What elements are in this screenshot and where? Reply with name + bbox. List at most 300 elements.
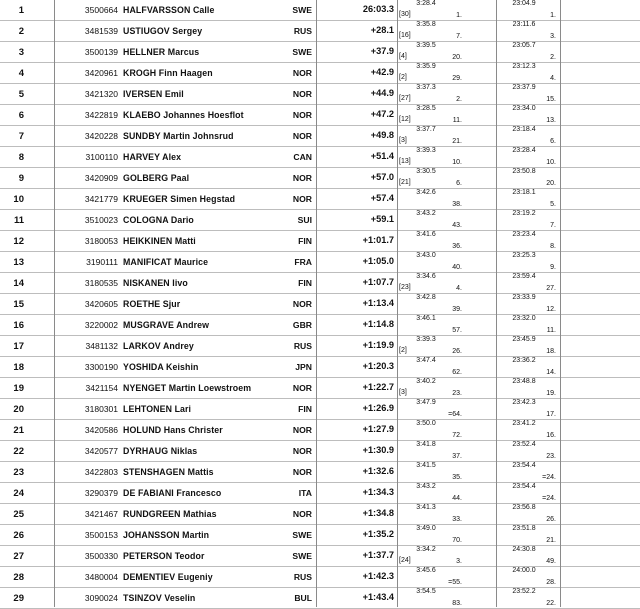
split2-time: 23:11.6 (512, 21, 536, 28)
time-cell: +1:35.2 (362, 529, 394, 539)
split2-time: 23:33.9 (512, 294, 536, 301)
table-row (0, 84, 640, 105)
split1-time: 3:41.3 (416, 504, 436, 511)
time-cell: +1:01.7 (362, 235, 394, 245)
time-cell: +1:05.0 (362, 256, 394, 266)
split2-time: 24:30.8 (512, 546, 536, 553)
column-divider (560, 0, 561, 607)
split2-rank: 22. (546, 600, 556, 607)
split1-rank: 2. (456, 96, 462, 103)
split1-rank: 37. (452, 453, 462, 460)
athlete-name-cell: KRUEGER Simen Hegstad (123, 194, 236, 204)
athlete-name-cell: HELLNER Marcus (123, 47, 200, 57)
split1-rank: 83. (452, 600, 462, 607)
nation-cell: CAN (293, 152, 312, 162)
split1-time: 3:41.5 (416, 462, 436, 469)
rank-cell: 5 (18, 89, 24, 100)
column-divider (54, 0, 55, 607)
table-row (0, 210, 640, 231)
bonus-bracket: [4] (399, 53, 407, 60)
split2-rank: 28. (546, 579, 556, 586)
rank-cell: 1 (18, 5, 24, 16)
split2-time: 23:54.4 (512, 462, 536, 469)
time-cell: +37.9 (370, 46, 394, 56)
split2-rank: 6. (550, 138, 556, 145)
time-cell: +1:13.4 (362, 298, 394, 308)
split1-time: 3:50.0 (416, 420, 436, 427)
split2-time: 23:05.7 (512, 42, 536, 49)
column-divider (496, 0, 497, 607)
split2-time: 23:48.8 (512, 378, 536, 385)
split1-rank: =55. (448, 579, 462, 586)
time-cell: +42.9 (370, 67, 394, 77)
split2-rank: 7. (550, 222, 556, 229)
table-row (0, 378, 640, 399)
split1-time: 3:41.6 (416, 231, 436, 238)
table-row (0, 441, 640, 462)
table-row (0, 189, 640, 210)
split1-time: 3:39.3 (416, 147, 436, 154)
time-cell: +1:34.3 (362, 487, 394, 497)
split1-rank: 23. (452, 390, 462, 397)
bonus-bracket: [3] (399, 389, 407, 396)
nation-cell: FRA (294, 257, 312, 267)
table-row (0, 21, 640, 42)
split2-rank: =24. (542, 474, 556, 481)
rank-cell: 15 (13, 299, 24, 310)
split1-time: 3:42.6 (416, 189, 436, 196)
rank-cell: 26 (13, 530, 24, 541)
split1-time: 3:41.8 (416, 441, 436, 448)
table-row (0, 231, 640, 252)
split2-rank: 4. (550, 75, 556, 82)
table-row (0, 504, 640, 525)
split2-time: 23:52.4 (512, 441, 536, 448)
bonus-bracket: [23] (399, 284, 411, 291)
bib-cell: 3420577 (84, 446, 118, 456)
table-row (0, 420, 640, 441)
split2-time: 23:28.4 (512, 147, 536, 154)
nation-cell: FIN (298, 404, 312, 414)
split2-rank: =24. (542, 495, 556, 502)
bonus-bracket: [2] (399, 74, 407, 81)
nation-cell: RUS (293, 341, 312, 351)
nation-cell: GBR (292, 320, 312, 330)
split2-time: 23:45.9 (512, 336, 536, 343)
split1-rank: 4. (456, 285, 462, 292)
split2-time: 23:18.4 (512, 126, 536, 133)
athlete-name-cell: ROETHE Sjur (123, 299, 181, 309)
nation-cell: NOR (292, 425, 312, 435)
rank-cell: 10 (13, 194, 24, 205)
time-cell: +1:43.4 (362, 592, 394, 602)
split1-time: 3:43.0 (416, 252, 436, 259)
bonus-bracket: [3] (399, 137, 407, 144)
bib-cell: 3422819 (84, 110, 118, 120)
split2-time: 23:52.2 (512, 588, 536, 595)
split1-rank: 1. (456, 12, 462, 19)
athlete-name-cell: DYRHAUG Niklas (123, 446, 198, 456)
athlete-name-cell: MANIFICAT Maurice (123, 257, 209, 267)
split2-rank: 11. (546, 327, 556, 334)
rank-cell: 27 (13, 551, 24, 562)
rank-cell: 2 (18, 26, 24, 37)
nation-cell: SUI (297, 215, 312, 225)
nation-cell: NOR (292, 299, 312, 309)
split2-rank: 16. (546, 432, 556, 439)
athlete-name-cell: COLOGNA Dario (123, 215, 194, 225)
split2-rank: 3. (550, 33, 556, 40)
split2-time: 23:41.2 (512, 420, 536, 427)
split1-time: 3:35.9 (416, 63, 436, 70)
rank-cell: 21 (13, 425, 24, 436)
rank-cell: 23 (13, 467, 24, 478)
table-row (0, 525, 640, 546)
athlete-name-cell: STENSHAGEN Mattis (123, 467, 214, 477)
bib-cell: 3220002 (84, 320, 118, 330)
rank-cell: 14 (13, 278, 24, 289)
bonus-bracket: [27] (399, 95, 411, 102)
bib-cell: 3500330 (84, 551, 118, 561)
time-cell: +1:27.9 (362, 424, 394, 434)
time-cell: +1:19.9 (362, 340, 394, 350)
split2-time: 23:56.8 (512, 504, 536, 511)
athlete-name-cell: HALFVARSSON Calle (123, 5, 215, 15)
time-cell: +57.4 (370, 193, 394, 203)
athlete-name-cell: LEHTONEN Lari (123, 404, 192, 414)
table-row (0, 483, 640, 504)
split2-time: 24:00.0 (512, 567, 536, 574)
athlete-name-cell: USTIUGOV Sergey (123, 26, 203, 36)
split1-rank: 39. (452, 306, 462, 313)
time-cell: +51.4 (370, 151, 394, 161)
split1-time: 3:30.5 (416, 168, 436, 175)
split1-rank: 7. (456, 33, 462, 40)
split2-rank: 21. (546, 537, 556, 544)
nation-cell: FIN (298, 278, 312, 288)
rank-cell: 7 (18, 131, 24, 142)
split1-time: 3:28.5 (416, 105, 436, 112)
split2-time: 23:18.1 (512, 189, 536, 196)
athlete-name-cell: HOLUND Hans Christer (123, 425, 223, 435)
bib-cell: 3420605 (84, 299, 118, 309)
split2-rank: 23. (546, 453, 556, 460)
split1-rank: 33. (452, 516, 462, 523)
bib-cell: 3180301 (84, 404, 118, 414)
time-cell: 26:03.3 (362, 4, 394, 14)
table-row (0, 336, 640, 357)
athlete-name-cell: PETERSON Teodor (123, 551, 205, 561)
rank-cell: 6 (18, 110, 24, 121)
column-divider (397, 0, 398, 607)
time-cell: +1:07.7 (362, 277, 394, 287)
split1-time: 3:54.5 (416, 588, 436, 595)
nation-cell: NOR (292, 68, 312, 78)
athlete-name-cell: KLAEBO Johannes Hoesflot (123, 110, 244, 120)
bonus-bracket: [13] (399, 158, 411, 165)
bib-cell: 3290379 (84, 488, 118, 498)
split2-rank: 26. (546, 516, 556, 523)
rank-cell: 29 (13, 593, 24, 604)
split2-rank: 9. (550, 264, 556, 271)
split2-time: 23:36.2 (512, 357, 536, 364)
bonus-bracket: [21] (399, 179, 411, 186)
bonus-bracket: [30] (399, 11, 411, 18)
split2-rank: 17. (546, 411, 556, 418)
table-row (0, 126, 640, 147)
nation-cell: NOR (292, 110, 312, 120)
split1-rank: =64. (448, 411, 462, 418)
split2-time: 23:19.2 (512, 210, 536, 217)
split1-rank: 62. (452, 369, 462, 376)
athlete-name-cell: NYENGET Martin Loewstroem (123, 383, 252, 393)
split2-rank: 12. (546, 306, 556, 313)
split2-rank: 27. (546, 285, 556, 292)
table-row (0, 105, 640, 126)
nation-cell: NOR (292, 383, 312, 393)
split2-rank: 18. (546, 348, 556, 355)
nation-cell: NOR (292, 131, 312, 141)
athlete-name-cell: SUNDBY Martin Johnsrud (123, 131, 234, 141)
bib-cell: 3090024 (84, 593, 118, 603)
split1-time: 3:34.6 (416, 273, 436, 280)
rank-cell: 11 (13, 215, 24, 226)
split2-rank: 15. (546, 96, 556, 103)
rank-cell: 19 (13, 383, 24, 394)
nation-cell: SWE (292, 530, 312, 540)
bib-cell: 3180535 (84, 278, 118, 288)
split1-rank: 6. (456, 180, 462, 187)
bib-cell: 3421320 (84, 89, 118, 99)
split1-time: 3:45.6 (416, 567, 436, 574)
split1-rank: 35. (452, 474, 462, 481)
nation-cell: NOR (292, 467, 312, 477)
athlete-name-cell: MUSGRAVE Andrew (123, 320, 210, 330)
split1-time: 3:39.3 (416, 336, 436, 343)
time-cell: +1:42.3 (362, 571, 394, 581)
split2-rank: 8. (550, 243, 556, 250)
split2-rank: 10. (546, 159, 556, 166)
split1-rank: 70. (452, 537, 462, 544)
bib-cell: 3420909 (84, 173, 118, 183)
split1-time: 3:28.4 (416, 0, 436, 7)
bib-cell: 3421467 (84, 509, 118, 519)
split2-rank: 19. (546, 390, 556, 397)
split1-rank: 40. (452, 264, 462, 271)
table-row (0, 294, 640, 315)
time-cell: +1:32.6 (362, 466, 394, 476)
athlete-name-cell: DE FABIANI Francesco (123, 488, 222, 498)
split2-time: 23:25.3 (512, 252, 536, 259)
bonus-bracket: [16] (399, 32, 411, 39)
split1-time: 3:34.2 (416, 546, 436, 553)
nation-cell: SWE (292, 5, 312, 15)
bib-cell: 3480004 (84, 572, 118, 582)
split2-time: 23:42.3 (512, 399, 536, 406)
time-cell: +59.1 (370, 214, 394, 224)
rank-cell: 18 (13, 362, 24, 373)
split1-time: 3:47.9 (416, 399, 436, 406)
time-cell: +28.1 (370, 25, 394, 35)
bib-cell: 3420586 (84, 425, 118, 435)
table-row (0, 357, 640, 378)
bib-cell: 3180053 (84, 236, 118, 246)
table-row (0, 588, 640, 609)
nation-cell: FIN (298, 236, 312, 246)
nation-cell: NOR (292, 194, 312, 204)
split2-time: 23:04.9 (512, 0, 536, 7)
nation-cell: NOR (292, 89, 312, 99)
rank-cell: 9 (18, 173, 24, 184)
split2-time: 23:23.4 (512, 231, 536, 238)
athlete-name-cell: JOHANSSON Martin (123, 530, 210, 540)
rank-cell: 17 (13, 341, 24, 352)
rank-cell: 4 (18, 68, 24, 79)
table-row (0, 399, 640, 420)
split2-rank: 49. (546, 558, 556, 565)
split1-rank: 29. (452, 75, 462, 82)
athlete-name-cell: NISKANEN Iivo (123, 278, 188, 288)
bib-cell: 3420961 (84, 68, 118, 78)
split1-time: 3:40.2 (416, 378, 436, 385)
rank-cell: 20 (13, 404, 24, 415)
rank-cell: 8 (18, 152, 24, 163)
split2-rank: 14. (546, 369, 556, 376)
time-cell: +49.8 (370, 130, 394, 140)
nation-cell: NOR (292, 173, 312, 183)
rank-cell: 16 (13, 320, 24, 331)
nation-cell: SWE (292, 551, 312, 561)
table-row (0, 315, 640, 336)
athlete-name-cell: HARVEY Alex (123, 152, 182, 162)
bib-cell: 3481539 (84, 26, 118, 36)
split1-time: 3:43.2 (416, 483, 436, 490)
split2-rank: 20. (546, 180, 556, 187)
bib-cell: 3421154 (85, 383, 118, 393)
bib-cell: 3300190 (84, 362, 118, 372)
table-row (0, 252, 640, 273)
table-row (0, 147, 640, 168)
table-row (0, 63, 640, 84)
split1-rank: 3. (456, 558, 462, 565)
split1-time: 3:37.3 (416, 84, 436, 91)
athlete-name-cell: KROGH Finn Haagen (123, 68, 213, 78)
split1-time: 3:46.1 (416, 315, 436, 322)
split1-time: 3:35.8 (416, 21, 436, 28)
time-cell: +1:30.9 (362, 445, 394, 455)
split1-time: 3:49.0 (416, 525, 436, 532)
athlete-name-cell: YOSHIDA Keishin (123, 362, 199, 372)
split2-time: 23:51.8 (512, 525, 536, 532)
table-row (0, 0, 640, 21)
table-row (0, 546, 640, 567)
nation-cell: BUL (294, 593, 312, 603)
time-cell: +1:22.7 (362, 382, 394, 392)
bib-cell: 3500139 (84, 47, 118, 57)
rank-cell: 24 (13, 488, 24, 499)
bib-cell: 3510023 (84, 215, 118, 225)
time-cell: +1:26.9 (362, 403, 394, 413)
split1-rank: 38. (452, 201, 462, 208)
bib-cell: 3500664 (84, 5, 118, 15)
split1-rank: 11. (452, 117, 462, 124)
split2-time: 23:50.8 (512, 168, 536, 175)
time-cell: +1:34.8 (362, 508, 394, 518)
rank-cell: 12 (13, 236, 24, 247)
athlete-name-cell: RUNDGREEN Mathias (123, 509, 217, 519)
nation-cell: SWE (292, 47, 312, 57)
rank-cell: 22 (13, 446, 24, 457)
bib-cell: 3422803 (84, 467, 118, 477)
split1-rank: 10. (452, 159, 462, 166)
table-row (0, 462, 640, 483)
split2-rank: 5. (550, 201, 556, 208)
bib-cell: 3100110 (85, 152, 118, 162)
bib-cell: 3421779 (84, 194, 118, 204)
athlete-name-cell: GOLBERG Paal (123, 173, 190, 183)
table-row (0, 42, 640, 63)
nation-cell: NOR (292, 509, 312, 519)
bonus-bracket: [2] (399, 347, 407, 354)
split2-time: 23:32.0 (512, 315, 536, 322)
split1-rank: 21. (452, 138, 462, 145)
athlete-name-cell: IVERSEN Emil (123, 89, 184, 99)
time-cell: +1:14.8 (362, 319, 394, 329)
table-row (0, 273, 640, 294)
split1-time: 3:37.7 (416, 126, 436, 133)
split1-rank: 26. (452, 348, 462, 355)
time-cell: +1:20.3 (362, 361, 394, 371)
athlete-name-cell: DEMENTIEV Eugeniy (123, 572, 213, 582)
rank-cell: 13 (13, 257, 24, 268)
split2-time: 23:59.4 (512, 273, 536, 280)
bib-cell: 3500153 (84, 530, 118, 540)
athlete-name-cell: HEIKKINEN Matti (123, 236, 196, 246)
split1-rank: 43. (452, 222, 462, 229)
nation-cell: ITA (298, 488, 312, 498)
nation-cell: JPN (295, 362, 312, 372)
split2-rank: 2. (550, 54, 556, 61)
split1-time: 3:42.8 (416, 294, 436, 301)
bib-cell: 3420228 (84, 131, 118, 141)
split1-rank: 72. (452, 432, 462, 439)
split1-rank: 20. (452, 54, 462, 61)
split2-rank: 1. (550, 12, 556, 19)
athlete-name-cell: TSINZOV Veselin (123, 593, 196, 603)
bonus-bracket: [24] (399, 557, 411, 564)
table-row (0, 168, 640, 189)
split1-rank: 57. (452, 327, 462, 334)
split2-time: 23:34.0 (512, 105, 536, 112)
athlete-name-cell: LARKOV Andrey (123, 341, 194, 351)
nation-cell: NOR (292, 446, 312, 456)
nation-cell: RUS (293, 26, 312, 36)
split1-time: 3:43.2 (416, 210, 436, 217)
split2-time: 23:12.3 (512, 63, 536, 70)
rank-cell: 3 (18, 47, 24, 58)
bib-cell: 3481132 (85, 341, 118, 351)
time-cell: +47.2 (370, 109, 394, 119)
split1-rank: 36. (452, 243, 462, 250)
table-row (0, 567, 640, 588)
split1-time: 3:39.5 (416, 42, 436, 49)
rank-cell: 28 (13, 572, 24, 583)
time-cell: +57.0 (370, 172, 394, 182)
nation-cell: RUS (293, 572, 312, 582)
split2-time: 23:54.4 (512, 483, 536, 490)
time-cell: +1:37.7 (362, 550, 394, 560)
time-cell: +44.9 (370, 88, 394, 98)
